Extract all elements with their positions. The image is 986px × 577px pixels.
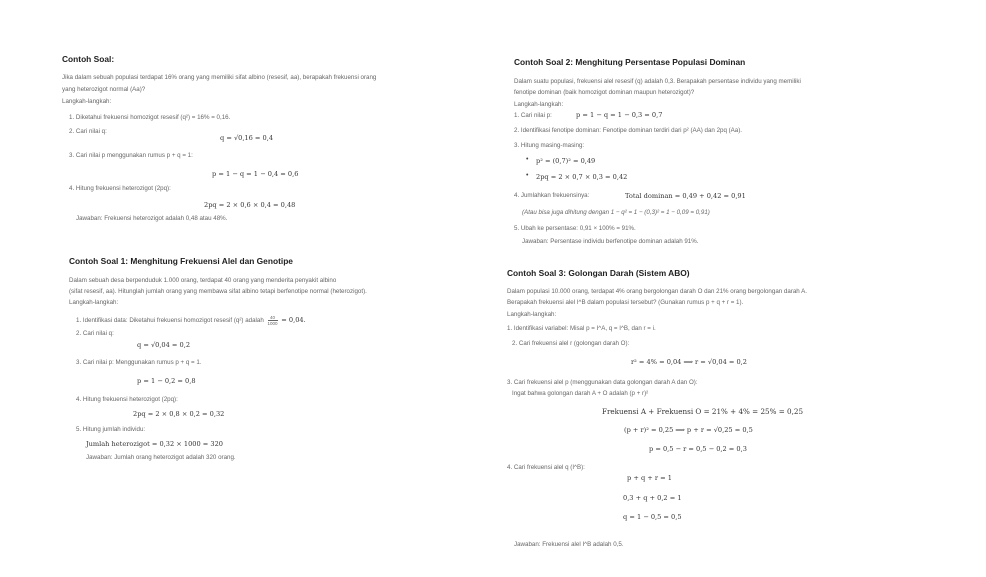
s1-step2: 2. Cari nilai q: (69, 128, 107, 135)
s4-step1: 1. Identifikasi variabel: Misal p = I^A, q = I^B, dan r = i. (507, 325, 656, 332)
section-title-soal-2: Contoh Soal 2: Menghitung Persentase Populasi Dominan (514, 57, 746, 67)
s3-bullet2-eq: 2pq = 2 × 0,7 × 0,3 = 0,42 (536, 173, 628, 181)
s2-question-line2: (sifat resesif, aa). Hitunglah jumlah orang yang membawa sifat albino tetapi berfenotipe normal (heterozigot). (69, 288, 367, 295)
s3-question-line1: Dalam suatu populasi, frekuensi alel resesif (q) adalah 0,3. Berapakah persentase individu yang memiliki (514, 78, 801, 85)
s2-eq-p: p = 1 − 0,2 = 0,8 (137, 377, 196, 385)
s3-steps-label: Langkah-langkah: (514, 101, 564, 108)
s4-eq-q: q = 1 − 0,5 = 0,5 (623, 513, 682, 521)
s4-eq-sub: 0,3 + q + 0,2 = 1 (623, 494, 682, 502)
s1-question-line1: Jika dalam sebuah populasi terdapat 16% orang yang memiliki sifat albino (resesif, aa), berapakah frekuensi orang (62, 74, 377, 81)
s1-eq-2pq: 2pq = 2 × 0,6 × 0,4 = 0,48 (204, 201, 296, 209)
s1-step3: 3. Cari nilai p menggunakan rumus p + q = 1: (69, 152, 193, 159)
s4-eq-freq: Frekuensi A + Frekuensi O = 21% + 4% = 25% = 0,25 (602, 407, 804, 416)
s4-question-line2: Berapakah frekuensi alel I^B dalam populasi tersebut? (Gunakan rumus p + q + r = 1). (507, 299, 744, 306)
s3-step4: 4. Jumlahkan frekuensinya: (514, 192, 590, 199)
s1-question-line2: yang heterozigot normal (Aa)? (62, 86, 146, 93)
s3-eq-total: Total dominan = 0,49 + 0,42 = 0,91 (625, 192, 746, 200)
s3-answer: Jawaban: Persentase individu berfenotipe dominan adalah 91%. (522, 238, 699, 245)
s4-step4: 4. Cari frekuensi alel q (I^B): (507, 464, 585, 471)
s3-eq-p: p = 1 − q = 1 − 0,3 = 0,7 (576, 111, 663, 119)
s2-frac-num: 40 (268, 315, 278, 321)
s1-eq-q: q = √0,16 = 0,4 (220, 134, 274, 142)
s2-step2: 2. Cari nilai q: (76, 330, 114, 337)
s2-step1-text: 1. Identifikasi data: Diketahui frekuensi homozigot resesif (q²) adalah (76, 317, 264, 325)
s3-question-line2: fenotipe dominan (baik homozigot dominan maupun heterozigot)? (514, 89, 695, 96)
s1-step1: 1. Diketahui frekuensi homozigot resesif (q²) = 16% = 0,16. (69, 114, 231, 121)
s3-step3: 3. Hitung masing-masing: (514, 142, 585, 149)
s2-question-line1: Dalam sebuah desa berpenduduk 1.000 orang, terdapat 40 orang yang menderita penyakit albino (69, 277, 337, 284)
s2-eq-q: q = √0,04 = 0,2 (137, 341, 191, 349)
s2-step1-end: = 0,04. (281, 316, 306, 325)
s3-bullet-2: • (526, 172, 529, 179)
s1-eq-p: p = 1 − q = 1 − 0,4 = 0,6 (212, 170, 299, 178)
s3-alternative: (Atau bisa juga dihitung dengan 1 − q² = 1 − (0,3)² = 1 − 0,09 = 0,91) (522, 209, 710, 216)
s4-question-line1: Dalam populasi 10.000 orang, terdapat 4% orang bergolongan darah O dan 21% orang bergolongan darah A. (507, 288, 807, 295)
s2-answer: Jawaban: Jumlah orang heterozigot adalah 320 orang. (86, 454, 236, 461)
s2-step4: 4. Hitung frekuensi heterozigot (2pq): (76, 396, 178, 403)
s2-step5: 5. Hitung jumlah individu: (76, 426, 146, 433)
s4-step3-note: Ingat bahwa golongan darah A + O adalah (p + r)² (512, 390, 649, 397)
s3-step5: 5. Ubah ke persentase: 0,91 × 100% = 91%. (514, 225, 636, 232)
section-title-soal-3: Contoh Soal 3: Golongan Darah (Sistem ABO) (507, 268, 690, 278)
s4-eq-p: p = 0,5 − r = 0,5 − 0,2 = 0,3 (649, 445, 747, 453)
s2-steps-label: Langkah-langkah: (69, 299, 119, 306)
s4-eq-r: r² = 4% = 0,04 ⟹ r = √0,04 = 0,2 (631, 358, 747, 366)
s2-step1 (76, 315, 306, 326)
s2-eq-2pq: 2pq = 2 × 0,8 × 0,2 = 0,32 (133, 410, 225, 418)
section-title-contoh-soal: Contoh Soal: (62, 54, 115, 64)
s1-step4: 4. Hitung frekuensi heterozigot (2pq): (69, 185, 171, 192)
s2-fraction (268, 315, 278, 326)
s1-steps-label: Langkah-langkah: (62, 98, 112, 105)
s4-step3: 3. Cari frekuensi alel p (menggunakan data golongan darah A dan O): (507, 379, 698, 386)
s4-eq-sum: p + q + r = 1 (627, 474, 672, 482)
s3-bullet-1: • (526, 156, 529, 163)
s4-eq-p-plus-r: (p + r)² = 0,25 ⟹ p + r = √0,25 = 0,5 (624, 426, 753, 434)
s3-step2: 2. Identifikasi fenotipe dominan: Fenotipe dominan terdiri dari p² (AA) dan 2pq (Aa). (514, 127, 743, 134)
s2-eq-jumlah: Jumlah heterozigot = 0,32 × 1000 = 320 (86, 440, 223, 448)
s3-step1: 1. Cari nilai p: (514, 112, 552, 119)
section-title-soal-1: Contoh Soal 1: Menghitung Frekuensi Alel dan Genotipe (69, 256, 293, 266)
s2-step3: 3. Cari nilai p: Menggunakan rumus p + q = 1. (76, 359, 202, 366)
s4-answer: Jawaban: Frekuensi alel I^B adalah 0,5. (514, 541, 624, 548)
s4-steps-label: Langkah-langkah: (507, 311, 557, 318)
s1-answer: Jawaban: Frekuensi heterozigot adalah 0,48 atau 48%. (76, 215, 228, 222)
s3-bullet1-eq: p² = (0,7)² = 0,49 (536, 157, 596, 165)
s2-frac-den: 1000 (267, 321, 278, 326)
s4-step2: 2. Cari frekuensi alel r (golongan darah O): (512, 340, 630, 347)
